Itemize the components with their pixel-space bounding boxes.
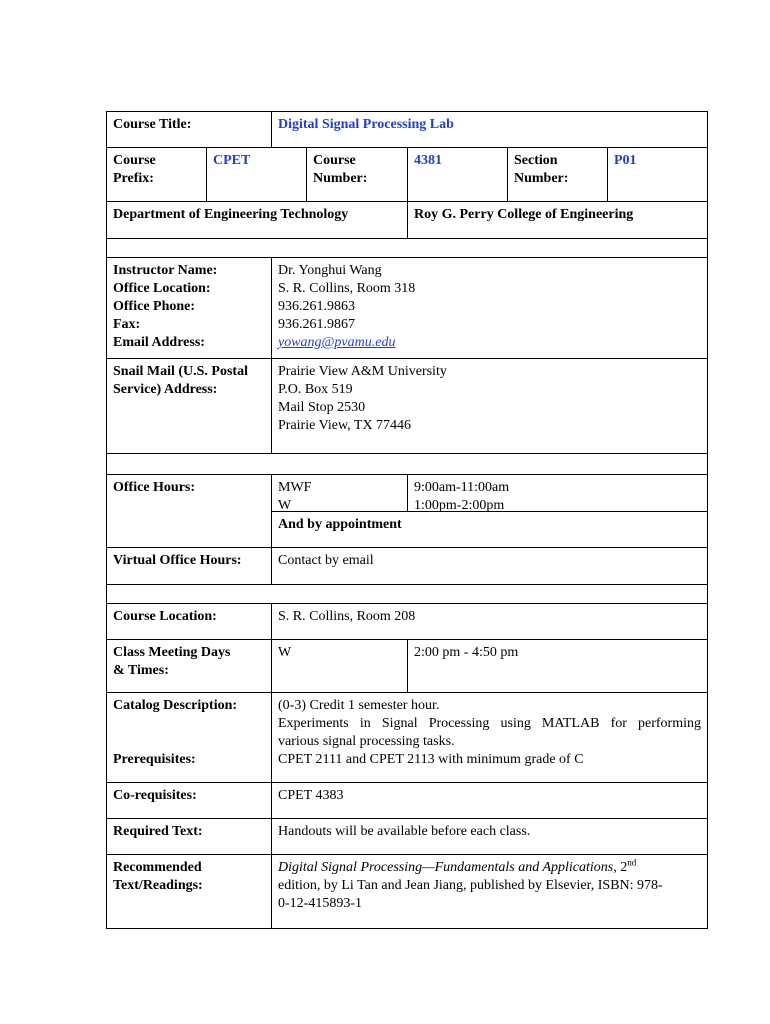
course-location-label-cell (106, 603, 272, 640)
catalog-prereq-label-cell (106, 692, 272, 783)
recommended-line-2: edition, by Li Tan and Jean Jiang, published by Elsevier, ISBN: 978- (278, 878, 663, 893)
required-text-label-cell (106, 818, 272, 855)
instructor-name: Dr. Yonghui Wang (278, 263, 382, 278)
catalog-credit: (0-3) Credit 1 semester hour. (278, 698, 440, 713)
class-meeting-day: W (278, 645, 292, 660)
course-number-label-line-1: Course (313, 153, 356, 168)
prerequisites-label: Prerequisites: (113, 752, 196, 767)
course-location-value-cell (271, 603, 708, 640)
snail-mail-value-cell (271, 358, 708, 454)
office-hours-day-1: MWF (278, 480, 312, 495)
catalog-description-line-1: Experiments in Signal Processing using MATLAB for performing (278, 716, 701, 731)
recommended-line-3: 0-12-415893-1 (278, 896, 362, 911)
recommended-label-line-1: Recommended (113, 860, 202, 875)
corequisites-label: Co-requisites: (113, 788, 197, 803)
class-meeting-label-line-1: Class Meeting Days (113, 645, 231, 660)
office-hours-time-1: 9:00am-11:00am (414, 480, 510, 495)
instructor-name-label: Instructor Name: (113, 263, 218, 278)
course-location-value: S. R. Collins, Room 208 (278, 609, 416, 624)
virtual-hours-value: Contact by email (278, 553, 374, 568)
class-meeting-day-cell (271, 639, 408, 693)
required-text-value-cell (271, 818, 708, 855)
office-hours-label-cell (106, 474, 272, 548)
course-location-label: Course Location: (113, 609, 217, 624)
corequisites-value-cell (271, 782, 708, 819)
course-prefix-label-line-2: Prefix: (113, 171, 154, 186)
department-name: Department of Engineering Technology (113, 207, 349, 222)
course-number-value: 4381 (414, 153, 442, 168)
email-link[interactable]: yowang@pvamu.edu (278, 335, 396, 350)
spacer-row (106, 584, 708, 604)
virtual-hours-label: Virtual Office Hours: (113, 553, 242, 568)
college-name: Roy G. Perry College of Engineering (414, 207, 634, 222)
class-meeting-time-cell (407, 639, 708, 693)
spacer-row (106, 238, 708, 258)
fax-number: 936.261.9867 (278, 317, 355, 332)
appointment-cell (271, 511, 708, 548)
office-location: S. R. Collins, Room 318 (278, 281, 416, 296)
course-title-value: Digital Signal Processing Lab (278, 117, 454, 132)
required-text-label: Required Text: (113, 824, 203, 839)
label-gap (113, 715, 265, 751)
section-number-value: P01 (614, 153, 637, 168)
mail-city: Prairie View, TX 77446 (278, 418, 412, 433)
course-prefix-value-cell (206, 147, 307, 202)
section-number-label-line-1: Section (514, 153, 558, 168)
course-number-label-cell (306, 147, 408, 202)
course-prefix-label-cell (106, 147, 207, 202)
corequisites-label-cell (106, 782, 272, 819)
course-number-value-cell (407, 147, 508, 202)
instructor-values-cell (271, 257, 708, 359)
class-meeting-time: 2:00 pm - 4:50 pm (414, 645, 519, 660)
recommended-label-line-2: Text/Readings: (113, 878, 203, 893)
department-cell (106, 201, 408, 239)
snail-mail-label-cell (106, 358, 272, 454)
class-meeting-label-line-2: & Times: (113, 663, 169, 678)
course-title-label: Course Title: (113, 117, 192, 132)
course-number-label-line-2: Number: (313, 171, 368, 186)
course-prefix-label-line-1: Course (113, 153, 156, 168)
snail-mail-label-line-2: Service) Address: (113, 382, 218, 397)
office-phone: 936.261.9863 (278, 299, 355, 314)
class-meeting-label-cell (106, 639, 272, 693)
office-hours-day-2: W (278, 498, 292, 513)
prerequisites-value: CPET 2111 and CPET 2113 with minimum grade of C (278, 752, 584, 767)
mail-university: Prairie View A&M University (278, 364, 447, 379)
recommended-line-1 (278, 859, 701, 877)
mail-po-box: P.O. Box 519 (278, 382, 353, 397)
office-hours-times-cell (407, 474, 708, 512)
mail-stop: Mail Stop 2530 (278, 400, 366, 415)
course-title-label-cell (106, 111, 272, 148)
recommended-book-title: Digital Signal Processing—Fundamentals and Applications (278, 860, 614, 875)
college-cell (407, 201, 708, 239)
email-label: Email Address: (113, 335, 205, 350)
snail-mail-label-line-1: Snail Mail (U.S. Postal (113, 364, 248, 379)
office-hours-time-2: 1:00pm-2:00pm (414, 498, 505, 513)
section-number-label-cell (507, 147, 608, 202)
recommended-text-label-cell (106, 854, 272, 929)
virtual-hours-label-cell (106, 547, 272, 585)
catalog-description-line-2: various signal processing tasks. (278, 734, 455, 749)
recommended-text-value-cell (271, 854, 708, 929)
corequisites-value: CPET 4383 (278, 788, 344, 803)
office-hours-label: Office Hours: (113, 480, 196, 495)
recommended-edition-suffix: nd (627, 857, 637, 868)
course-prefix-value: CPET (213, 153, 251, 168)
recommended-edition-number: , 2 (613, 860, 628, 875)
section-number-value-cell (607, 147, 708, 202)
office-phone-label: Office Phone: (113, 299, 196, 314)
appointment-note: And by appointment (278, 517, 402, 532)
spacer-row (106, 453, 708, 475)
catalog-prereq-value-cell (271, 692, 708, 783)
section-number-label-line-2: Number: (514, 171, 569, 186)
office-location-label: Office Location: (113, 281, 211, 296)
catalog-description-label: Catalog Description: (113, 698, 238, 713)
course-title-value-cell (271, 111, 708, 148)
office-hours-days-cell (271, 474, 408, 512)
fax-label: Fax: (113, 317, 141, 332)
required-text-value: Handouts will be available before each class. (278, 824, 531, 839)
instructor-labels-cell (106, 257, 272, 359)
virtual-hours-value-cell (271, 547, 708, 585)
